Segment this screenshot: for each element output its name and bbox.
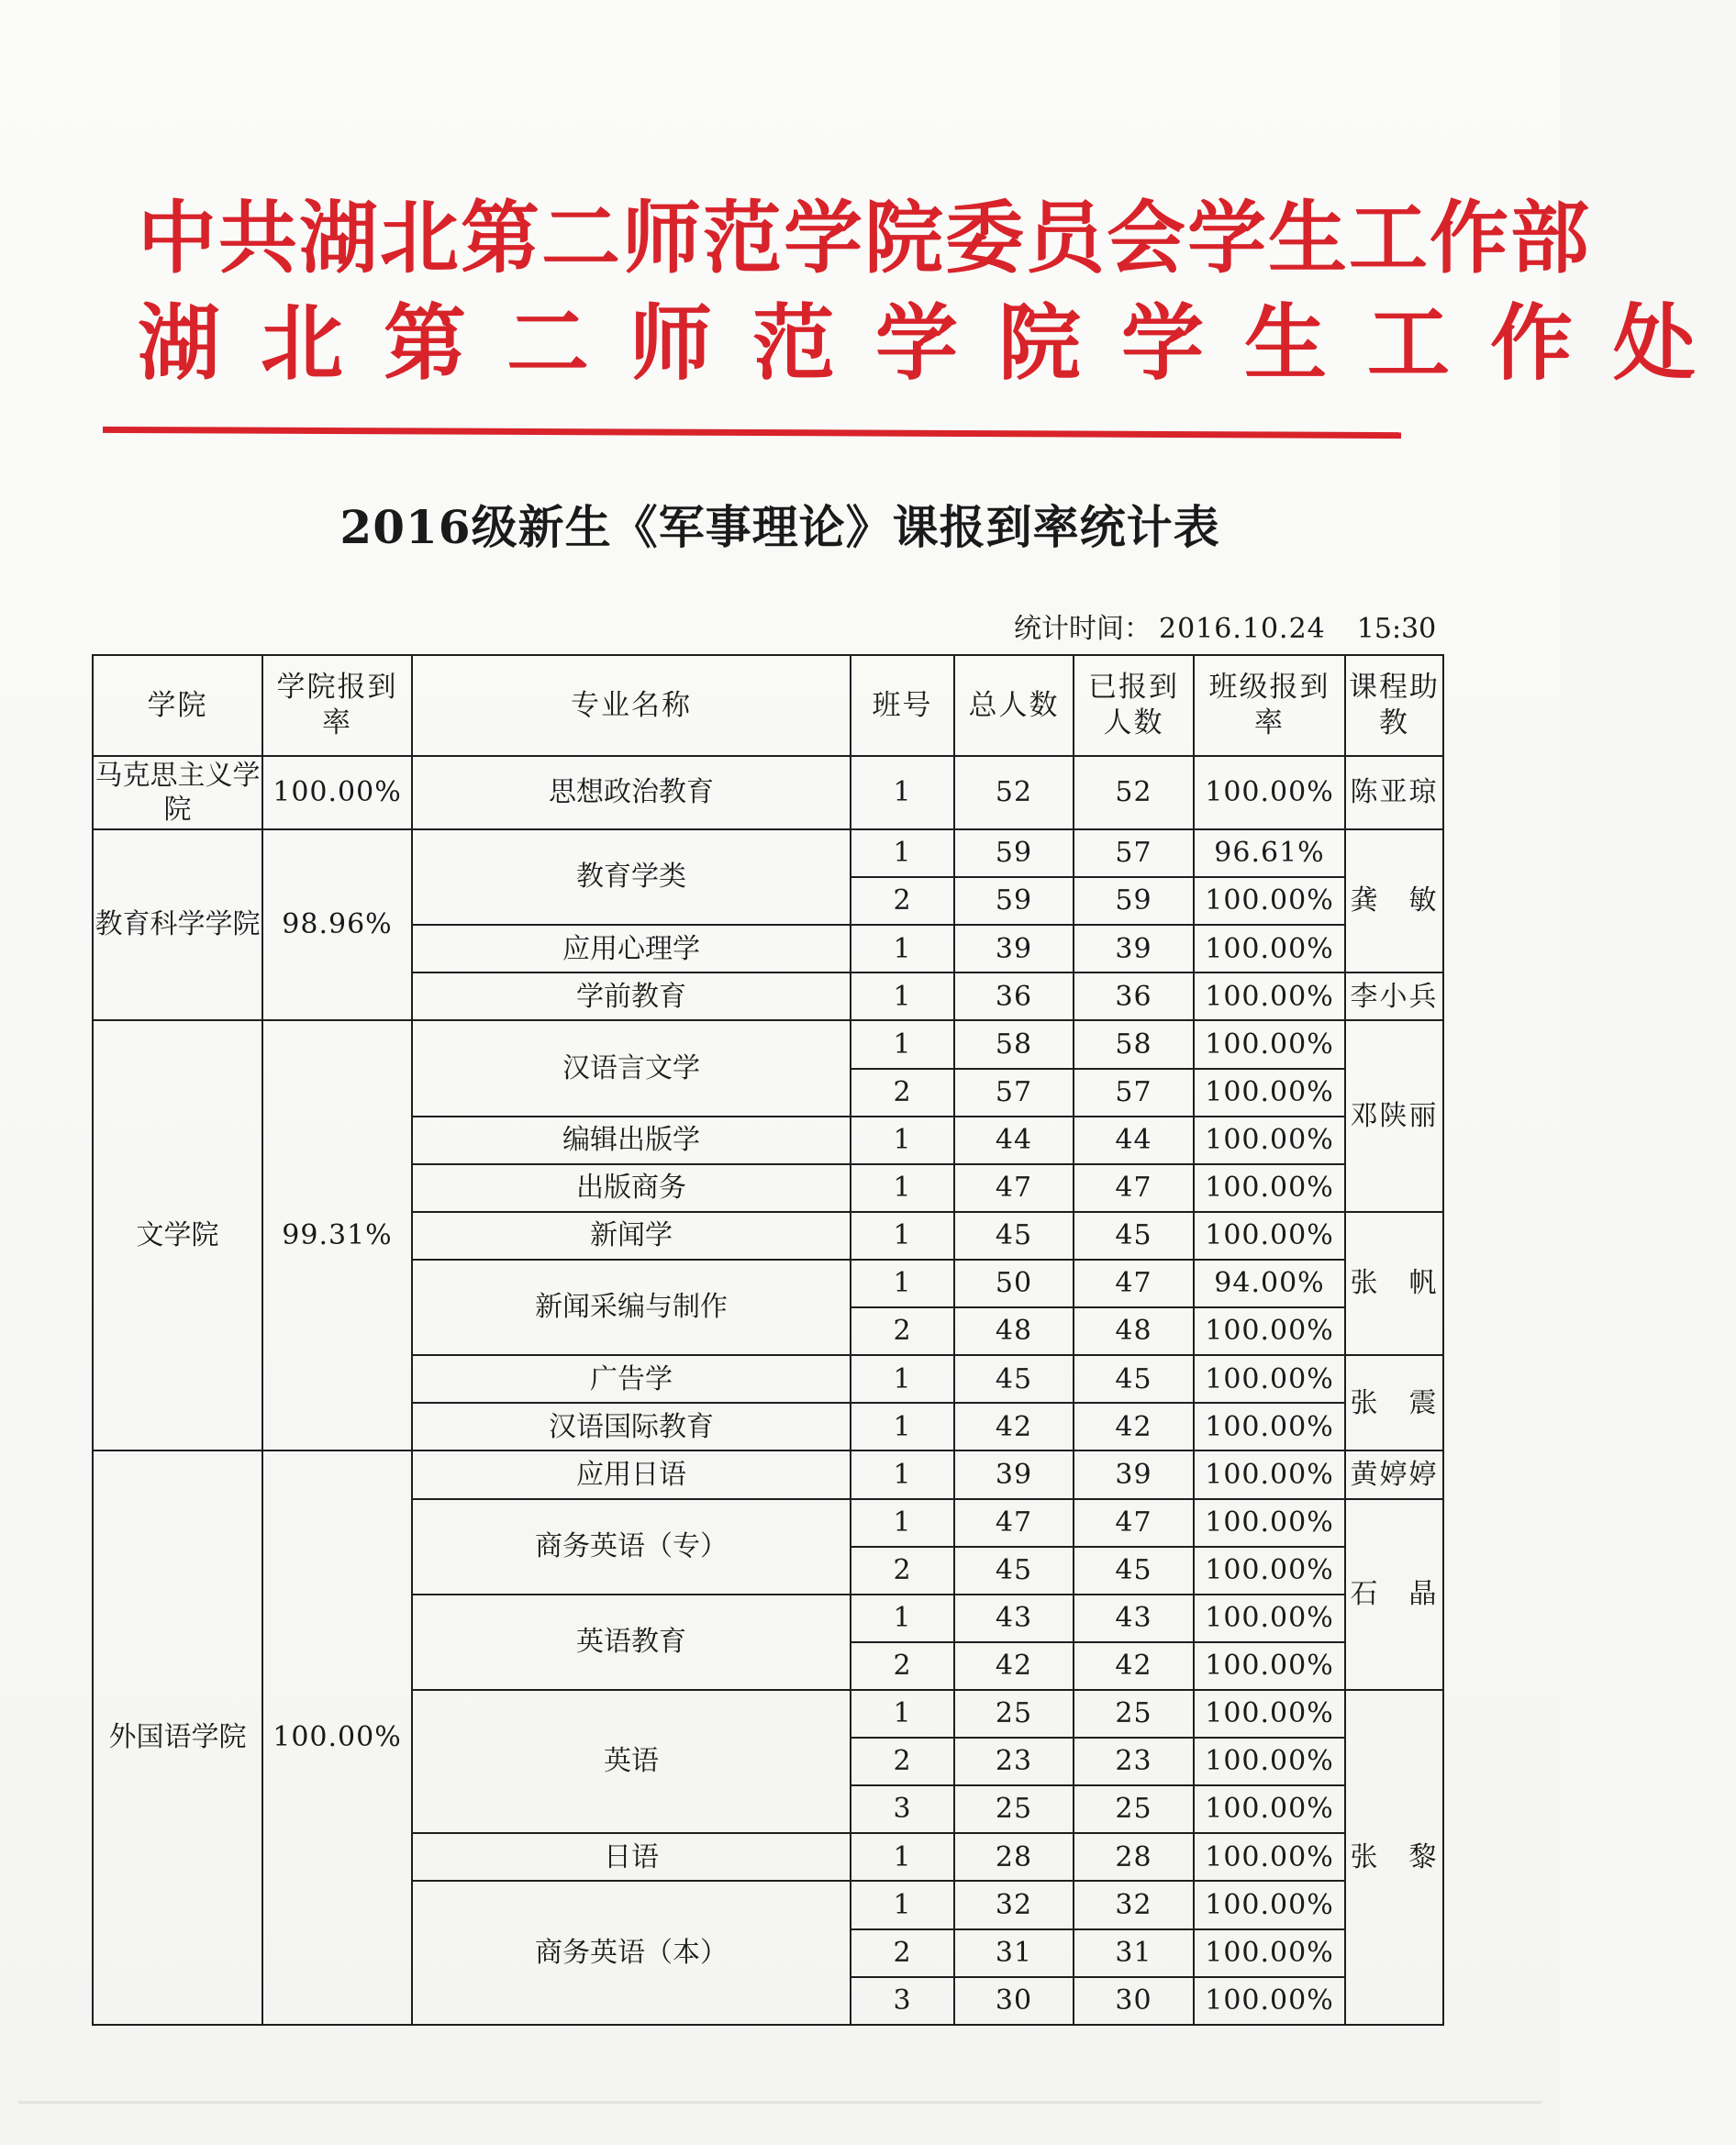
table-row — [93, 1020, 1443, 1068]
class-rate: 100.00% — [1194, 1547, 1345, 1595]
table-row — [93, 756, 1443, 829]
class-rate: 100.00% — [1194, 1977, 1345, 2025]
total-count: 43 — [954, 1595, 1074, 1642]
teaching-assistant: 黄婷婷 — [1345, 1450, 1443, 1498]
class-rate: 100.00% — [1194, 1929, 1345, 1977]
major-name: 新闻采编与制作 — [412, 1260, 851, 1355]
class-rate: 100.00% — [1194, 877, 1345, 925]
letterhead-line-2: 湖北第二师范学院学生工作处 — [138, 295, 1736, 392]
arrived-count: 42 — [1074, 1642, 1194, 1690]
college-name: 外国语学院 — [93, 1450, 262, 2025]
class-rate: 100.00% — [1194, 1020, 1345, 1068]
letterhead-line-1: 中共湖北第二师范学院委员会学生工作部 — [138, 193, 1591, 284]
class-no: 1 — [851, 1260, 954, 1307]
statistics-time-label: 统计时间： — [1014, 613, 1152, 645]
class-rate: 94.00% — [1194, 1260, 1345, 1307]
document-title: 2016级新生《军事理论》课报到率统计表 — [339, 500, 1220, 554]
arrived-count: 58 — [1074, 1020, 1194, 1068]
class-no: 2 — [851, 877, 954, 925]
class-no: 1 — [851, 1355, 954, 1403]
arrived-count: 47 — [1074, 1164, 1194, 1212]
class-no: 3 — [851, 1977, 954, 2025]
total-count: 25 — [954, 1690, 1074, 1738]
total-count: 39 — [954, 1450, 1074, 1498]
class-no: 1 — [851, 1690, 954, 1738]
total-count: 28 — [954, 1833, 1074, 1881]
class-no: 3 — [851, 1785, 954, 1833]
major-name: 应用心理学 — [412, 925, 851, 972]
table-header-row — [93, 655, 1443, 756]
total-count: 59 — [954, 829, 1074, 877]
class-rate: 100.00% — [1194, 1212, 1345, 1260]
statistics-date: 2016.10.24 — [1159, 613, 1326, 645]
college-rate: 99.31% — [262, 1020, 412, 1450]
total-count: 42 — [954, 1642, 1074, 1690]
class-rate: 96.61% — [1194, 829, 1345, 877]
header-major: 专业名称 — [412, 655, 851, 756]
class-rate: 100.00% — [1194, 1164, 1345, 1212]
header-ta: 课程助教 — [1345, 655, 1443, 756]
class-rate: 100.00% — [1194, 1738, 1345, 1785]
arrived-count: 47 — [1074, 1260, 1194, 1307]
letterhead-red-rule — [103, 427, 1401, 439]
statistics-clock: 15:30 — [1356, 613, 1437, 645]
statistics-time — [1014, 606, 1436, 646]
class-rate: 100.00% — [1194, 925, 1345, 972]
class-no: 1 — [851, 1595, 954, 1642]
header-class-rate: 班级报到率 — [1194, 655, 1345, 756]
arrived-count: 39 — [1074, 925, 1194, 972]
major-name: 英语 — [412, 1690, 851, 1833]
teaching-assistant: 邓陕丽 — [1345, 1020, 1443, 1211]
major-name: 新闻学 — [412, 1212, 851, 1260]
class-no: 1 — [851, 1881, 954, 1928]
class-rate: 100.00% — [1194, 1355, 1345, 1403]
class-rate: 100.00% — [1194, 1403, 1345, 1450]
attendance-table — [92, 654, 1444, 2026]
class-rate: 100.00% — [1194, 1690, 1345, 1738]
arrived-count: 45 — [1074, 1212, 1194, 1260]
class-no: 1 — [851, 1450, 954, 1498]
total-count: 57 — [954, 1069, 1074, 1117]
major-name: 汉语国际教育 — [412, 1403, 851, 1450]
class-no: 2 — [851, 1069, 954, 1117]
major-name: 应用日语 — [412, 1450, 851, 1498]
total-count: 52 — [954, 756, 1074, 829]
teaching-assistant: 李小兵 — [1345, 972, 1443, 1020]
total-count: 47 — [954, 1164, 1074, 1212]
class-rate: 100.00% — [1194, 972, 1345, 1020]
total-count: 58 — [954, 1020, 1074, 1068]
arrived-count: 57 — [1074, 1069, 1194, 1117]
major-name: 学前教育 — [412, 972, 851, 1020]
arrived-count: 52 — [1074, 756, 1194, 829]
arrived-count: 57 — [1074, 829, 1194, 877]
class-rate: 100.00% — [1194, 1450, 1345, 1498]
college-name: 文学院 — [93, 1020, 262, 1450]
class-no: 1 — [851, 925, 954, 972]
class-no: 2 — [851, 1547, 954, 1595]
teaching-assistant: 张 帆 — [1345, 1212, 1443, 1355]
arrived-count: 25 — [1074, 1690, 1194, 1738]
class-no: 1 — [851, 1020, 954, 1068]
total-count: 47 — [954, 1499, 1074, 1547]
class-rate: 100.00% — [1194, 756, 1345, 829]
total-count: 42 — [954, 1403, 1074, 1450]
major-name: 教育学类 — [412, 829, 851, 925]
table-row — [93, 829, 1443, 877]
class-no: 1 — [851, 756, 954, 829]
arrived-count: 45 — [1074, 1355, 1194, 1403]
total-count: 30 — [954, 1977, 1074, 2025]
header-college: 学院 — [93, 655, 262, 756]
class-no: 1 — [851, 1403, 954, 1450]
major-name: 汉语言文学 — [412, 1020, 851, 1116]
arrived-count: 25 — [1074, 1785, 1194, 1833]
class-no: 1 — [851, 1117, 954, 1164]
arrived-count: 47 — [1074, 1499, 1194, 1547]
college-rate: 100.00% — [262, 1450, 412, 2025]
arrived-count: 28 — [1074, 1833, 1194, 1881]
arrived-count: 23 — [1074, 1738, 1194, 1785]
college-rate: 100.00% — [262, 756, 412, 829]
total-count: 25 — [954, 1785, 1074, 1833]
total-count: 36 — [954, 972, 1074, 1020]
major-name: 思想政治教育 — [412, 756, 851, 829]
teaching-assistant: 陈亚琼 — [1345, 756, 1443, 829]
teaching-assistant: 石 晶 — [1345, 1499, 1443, 1690]
teaching-assistant: 龚 敏 — [1345, 829, 1443, 972]
college-name: 教育科学学院 — [93, 829, 262, 1020]
class-no: 2 — [851, 1642, 954, 1690]
class-no: 1 — [851, 829, 954, 877]
class-rate: 100.00% — [1194, 1117, 1345, 1164]
class-rate: 100.00% — [1194, 1881, 1345, 1928]
class-rate: 100.00% — [1194, 1307, 1345, 1355]
total-count: 45 — [954, 1212, 1074, 1260]
total-count: 59 — [954, 877, 1074, 925]
class-rate: 100.00% — [1194, 1642, 1345, 1690]
class-no: 1 — [851, 1212, 954, 1260]
major-name: 英语教育 — [412, 1595, 851, 1690]
arrived-count: 36 — [1074, 972, 1194, 1020]
class-no: 1 — [851, 972, 954, 1020]
class-rate: 100.00% — [1194, 1499, 1345, 1547]
college-rate: 98.96% — [262, 829, 412, 1020]
arrived-count: 42 — [1074, 1403, 1194, 1450]
class-no: 1 — [851, 1499, 954, 1547]
arrived-count: 30 — [1074, 1977, 1194, 2025]
arrived-count: 48 — [1074, 1307, 1194, 1355]
class-rate: 100.00% — [1194, 1595, 1345, 1642]
table-row — [93, 1450, 1443, 1498]
total-count: 45 — [954, 1547, 1074, 1595]
arrived-count: 39 — [1074, 1450, 1194, 1498]
total-count: 32 — [954, 1881, 1074, 1928]
class-rate: 100.00% — [1194, 1833, 1345, 1881]
total-count: 31 — [954, 1929, 1074, 1977]
total-count: 45 — [954, 1355, 1074, 1403]
major-name: 广告学 — [412, 1355, 851, 1403]
class-no: 1 — [851, 1833, 954, 1881]
total-count: 48 — [954, 1307, 1074, 1355]
arrived-count: 59 — [1074, 877, 1194, 925]
class-rate: 100.00% — [1194, 1069, 1345, 1117]
header-total: 总人数 — [954, 655, 1074, 756]
header-college-rate: 学院报到率 — [262, 655, 412, 756]
major-name: 出版商务 — [412, 1164, 851, 1212]
class-no: 2 — [851, 1307, 954, 1355]
arrived-count: 31 — [1074, 1929, 1194, 1977]
major-name: 商务英语（本） — [412, 1881, 851, 2025]
arrived-count: 45 — [1074, 1547, 1194, 1595]
class-no: 2 — [851, 1738, 954, 1785]
teaching-assistant: 张 黎 — [1345, 1690, 1443, 2025]
major-name: 商务英语（专） — [412, 1499, 851, 1595]
total-count: 39 — [954, 925, 1074, 972]
class-no: 1 — [851, 1164, 954, 1212]
arrived-count: 32 — [1074, 1881, 1194, 1928]
college-name: 马克思主义学院 — [93, 756, 262, 829]
class-no: 2 — [851, 1929, 954, 1977]
major-name: 日语 — [412, 1833, 851, 1881]
total-count: 23 — [954, 1738, 1074, 1785]
major-name: 编辑出版学 — [412, 1117, 851, 1164]
teaching-assistant: 张 震 — [1345, 1355, 1443, 1450]
arrived-count: 44 — [1074, 1117, 1194, 1164]
arrived-count: 43 — [1074, 1595, 1194, 1642]
header-arrived: 已报到人数 — [1074, 655, 1194, 756]
total-count: 44 — [954, 1117, 1074, 1164]
scan-edge — [18, 2101, 1541, 2104]
class-rate: 100.00% — [1194, 1785, 1345, 1833]
total-count: 50 — [954, 1260, 1074, 1307]
header-class-no: 班号 — [851, 655, 954, 756]
attendance-table-wrap — [92, 654, 1442, 2026]
